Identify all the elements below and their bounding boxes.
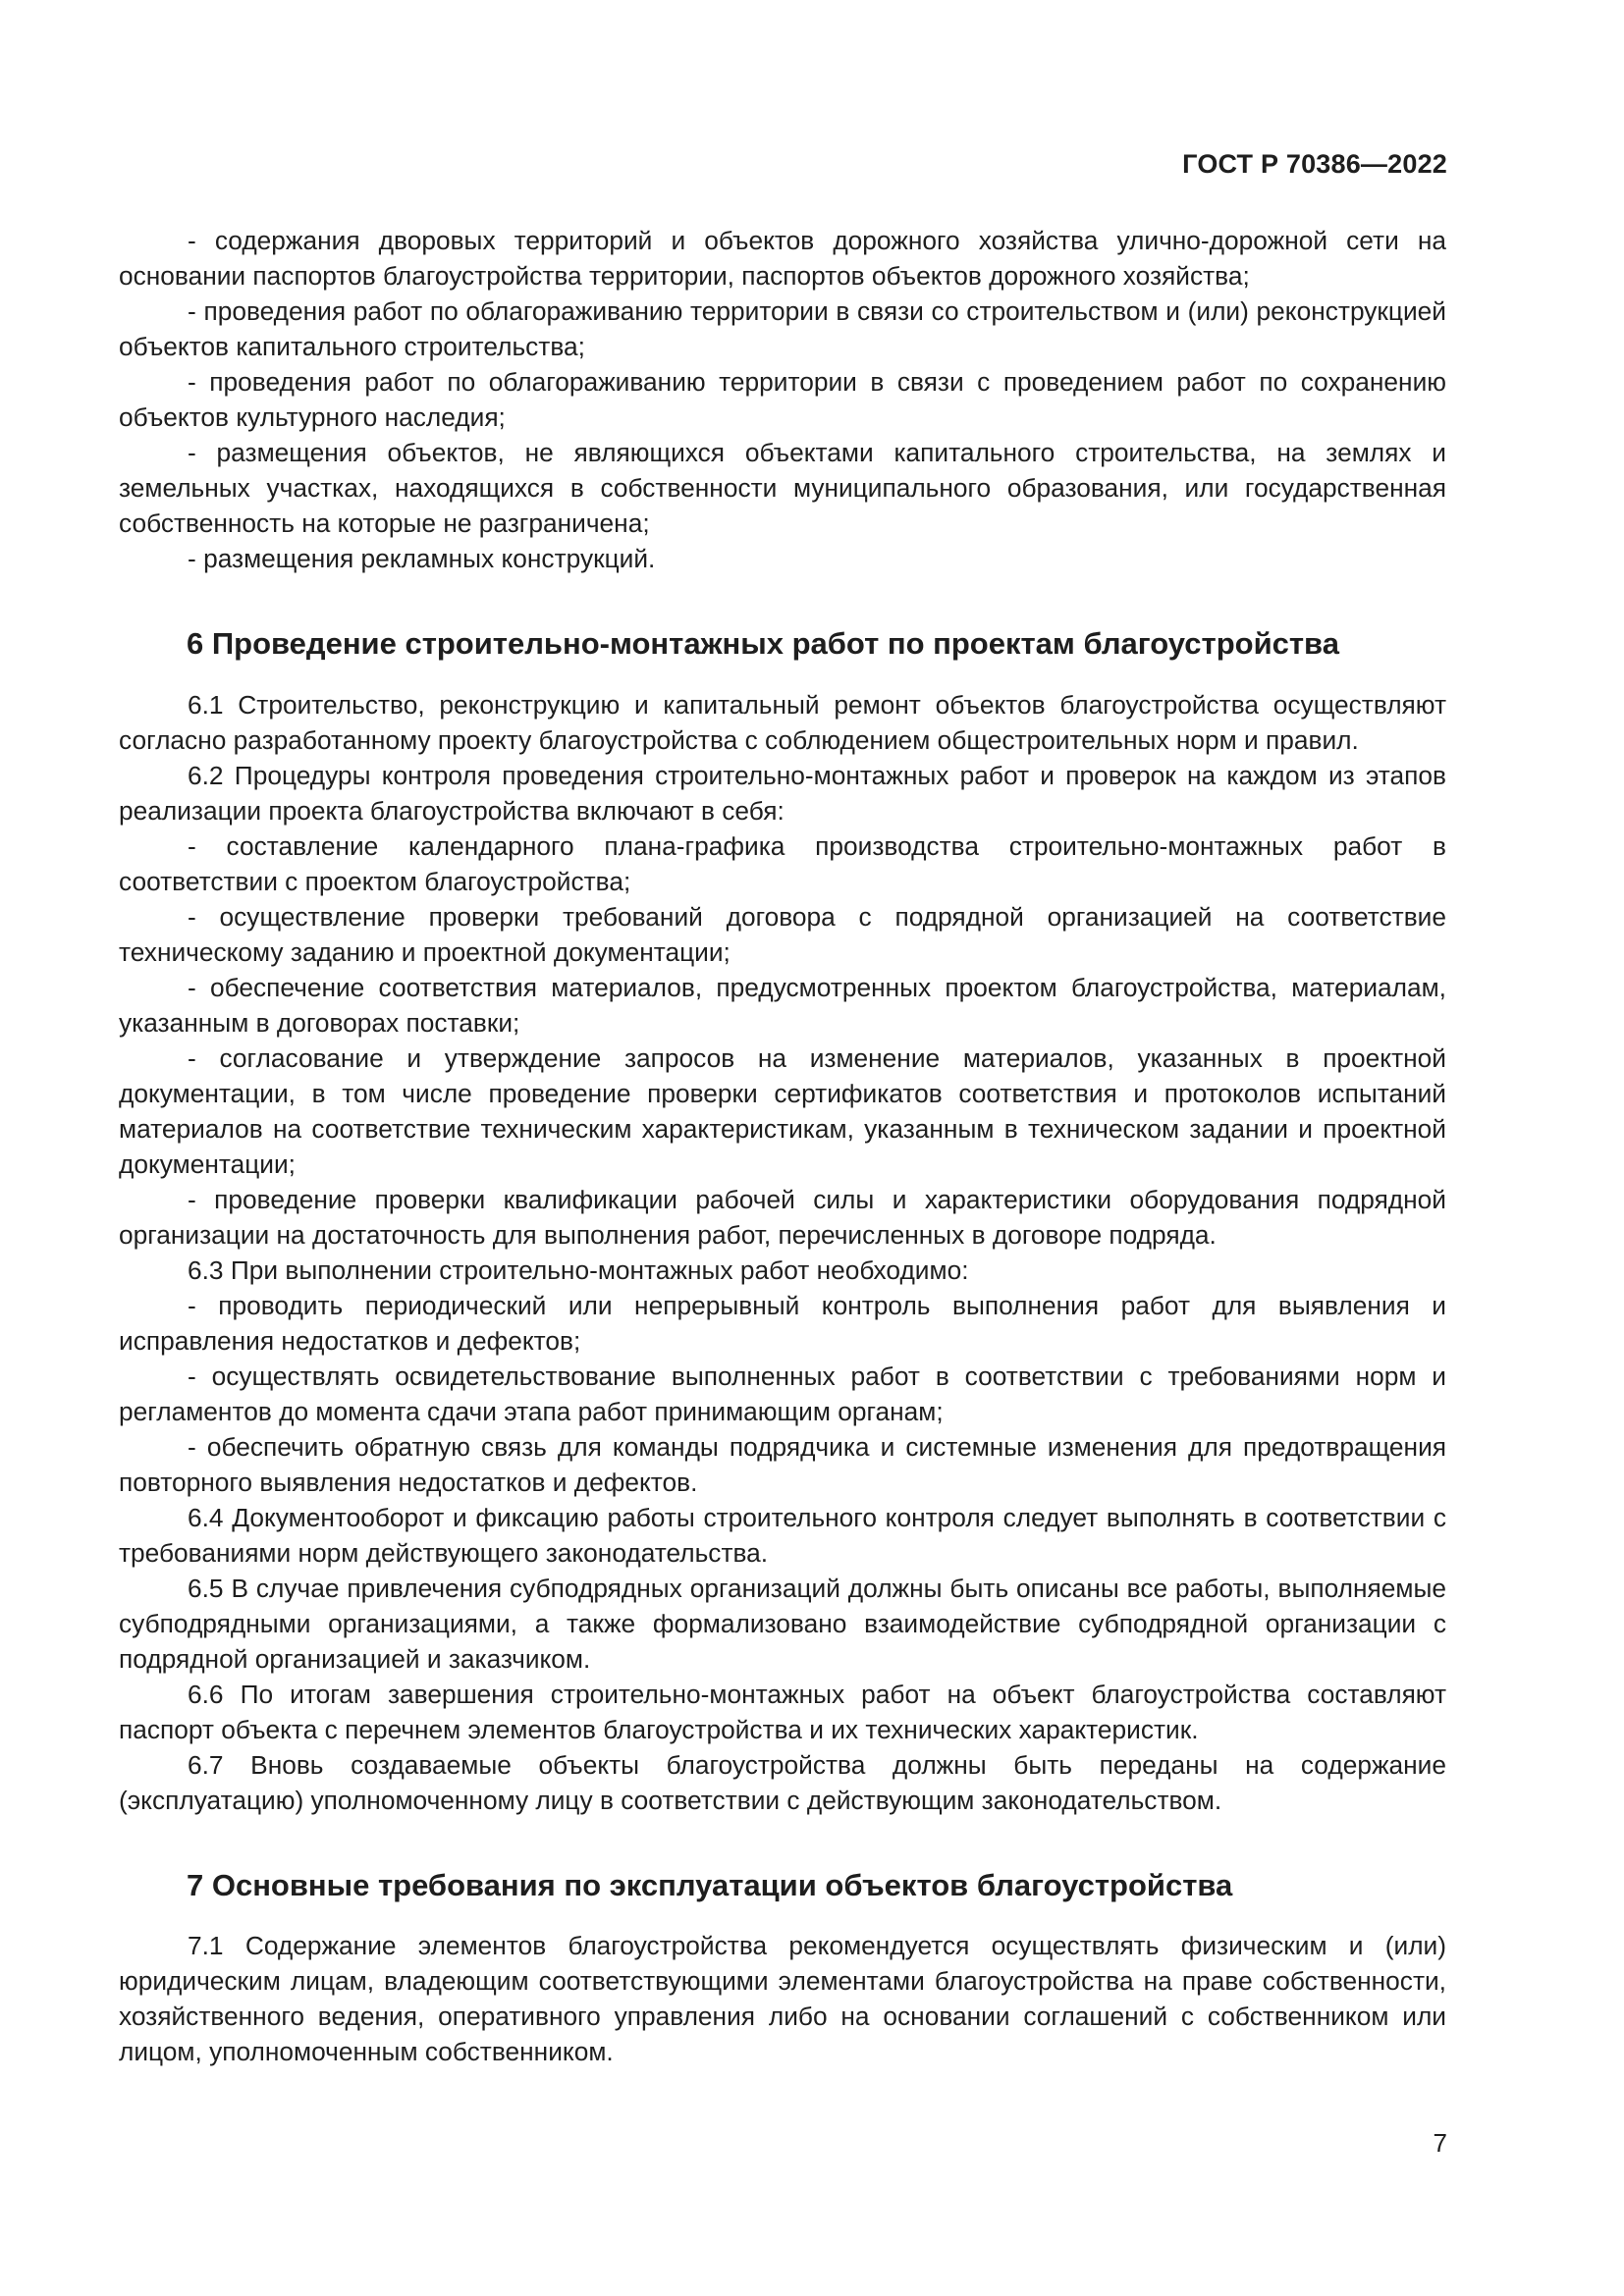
clause-6-6: 6.6 По итогам завершения строительно-монтажных работ на объект благоустройства составляют паспорт объекта с перечнем элементов благоустройства и их технических характеристик.	[119, 1680, 1446, 1744]
page-number: 7	[1433, 2128, 1447, 2158]
document-code-header: ГОСТ Р 70386—2022	[1182, 149, 1447, 179]
section-6-body	[119, 687, 1446, 1818]
list-item: - размещения объектов, не являющихся объектами капитального строительства, на землях и земельных участках, находящихся в собственности муниципального образования, или государственная собственность на которые не разграничена;	[119, 438, 1446, 538]
section-7-heading: 7 Основные требования по эксплуатации объектов благоустройства	[187, 1868, 1233, 1902]
list-item: - проведения работ по облагораживанию территории в связи с проведением работ по сохранению объектов культурного наследия;	[119, 367, 1446, 432]
list-item: - обеспечить обратную связь для команды подрядчика и системные изменения для предотвращения повторного выявления недостатков и дефектов.	[119, 1432, 1446, 1497]
clause-6-1: 6.1 Строительство, реконструкцию и капитальный ремонт объектов благоустройства осуществляют согласно разработанному проекту благоустройства с соблюдением общестроительных норм и правил.	[119, 690, 1446, 755]
clause-6-5: 6.5 В случае привлечения субподрядных организаций должны быть описаны все работы, выполняемые субподрядными организациями, а также формализовано взаимодействие субподрядной организации с подрядной организацией и заказчиком.	[119, 1574, 1446, 1674]
clause-6-3: 6.3 При выполнении строительно-монтажных работ необходимо:	[188, 1255, 969, 1285]
clause-6-7: 6.7 Вновь создаваемые объекты благоустройства должны быть переданы на содержание (эксплуатацию) уполномоченному лицу в соответствии с действующим законодательством.	[119, 1750, 1446, 1815]
clause-6-2: 6.2 Процедуры контроля проведения строительно-монтажных работ и проверок на каждом из этапов реализации проекта благоустройства включают в себя:	[119, 761, 1446, 826]
list-item: - осуществлять освидетельствование выполненных работ в соответствии с требованиями норм и регламентов до момента сдачи этапа работ принимающим органам;	[119, 1362, 1446, 1426]
clause-7-1: 7.1 Содержание элементов благоустройства рекомендуется осуществлять физическим и (или) юридическим лицам, владеющим соответствующими элементами благоустройства на праве собственности, хозяйственного ведения, оперативного управления либо на основании соглашений с собственником или лицом, уполномоченным собственником.	[119, 1931, 1446, 2066]
list-item: - проводить периодический или непрерывный контроль выполнения работ для выявления и исправления недостатков и дефектов;	[119, 1291, 1446, 1356]
list-item: - содержания дворовых территорий и объектов дорожного хозяйства улично-дорожной сети на основании паспортов благоустройства территории, паспортов объектов дорожного хозяйства;	[119, 226, 1446, 291]
list-item: - согласование и утверждение запросов на изменение материалов, указанных в проектной документации, в том числе проведение проверки сертификатов соответствия и протоколов испытаний материалов на соответствие техническим характеристикам, указанным в техническом задании и проектной документации;	[119, 1043, 1446, 1179]
list-item: - обеспечение соответствия материалов, предусмотренных проектом благоустройства, материалам, указанным в договорах поставки;	[119, 973, 1446, 1038]
list-item: - составление календарного плана-графика производства строительно-монтажных работ в соответствии с проектом благоустройства;	[119, 831, 1446, 896]
clause-6-4: 6.4 Документооборот и фиксацию работы строительного контроля следует выполнять в соответствии с требованиями норм действующего законодательства.	[119, 1503, 1446, 1568]
list-item: - проведения работ по облагораживанию территории в связи со строительством и (или) реконструкцией объектов капитального строительства;	[119, 296, 1446, 361]
list-item: - проведение проверки квалификации рабочей силы и характеристики оборудования подрядной организации на достаточность для выполнения работ, перечисленных в договоре подряда.	[119, 1185, 1446, 1250]
section-7-body	[119, 1928, 1446, 2069]
list-item: - размещения рекламных конструкций.	[188, 544, 656, 573]
section-6-heading: 6 Проведение строительно-монтажных работ по проектам благоустройства	[187, 626, 1339, 661]
page-content	[119, 223, 1446, 2069]
intro-list	[119, 223, 1446, 576]
list-item: - осуществление проверки требований договора с подрядной организацией на соответствие техническому заданию и проектной документации;	[119, 902, 1446, 967]
